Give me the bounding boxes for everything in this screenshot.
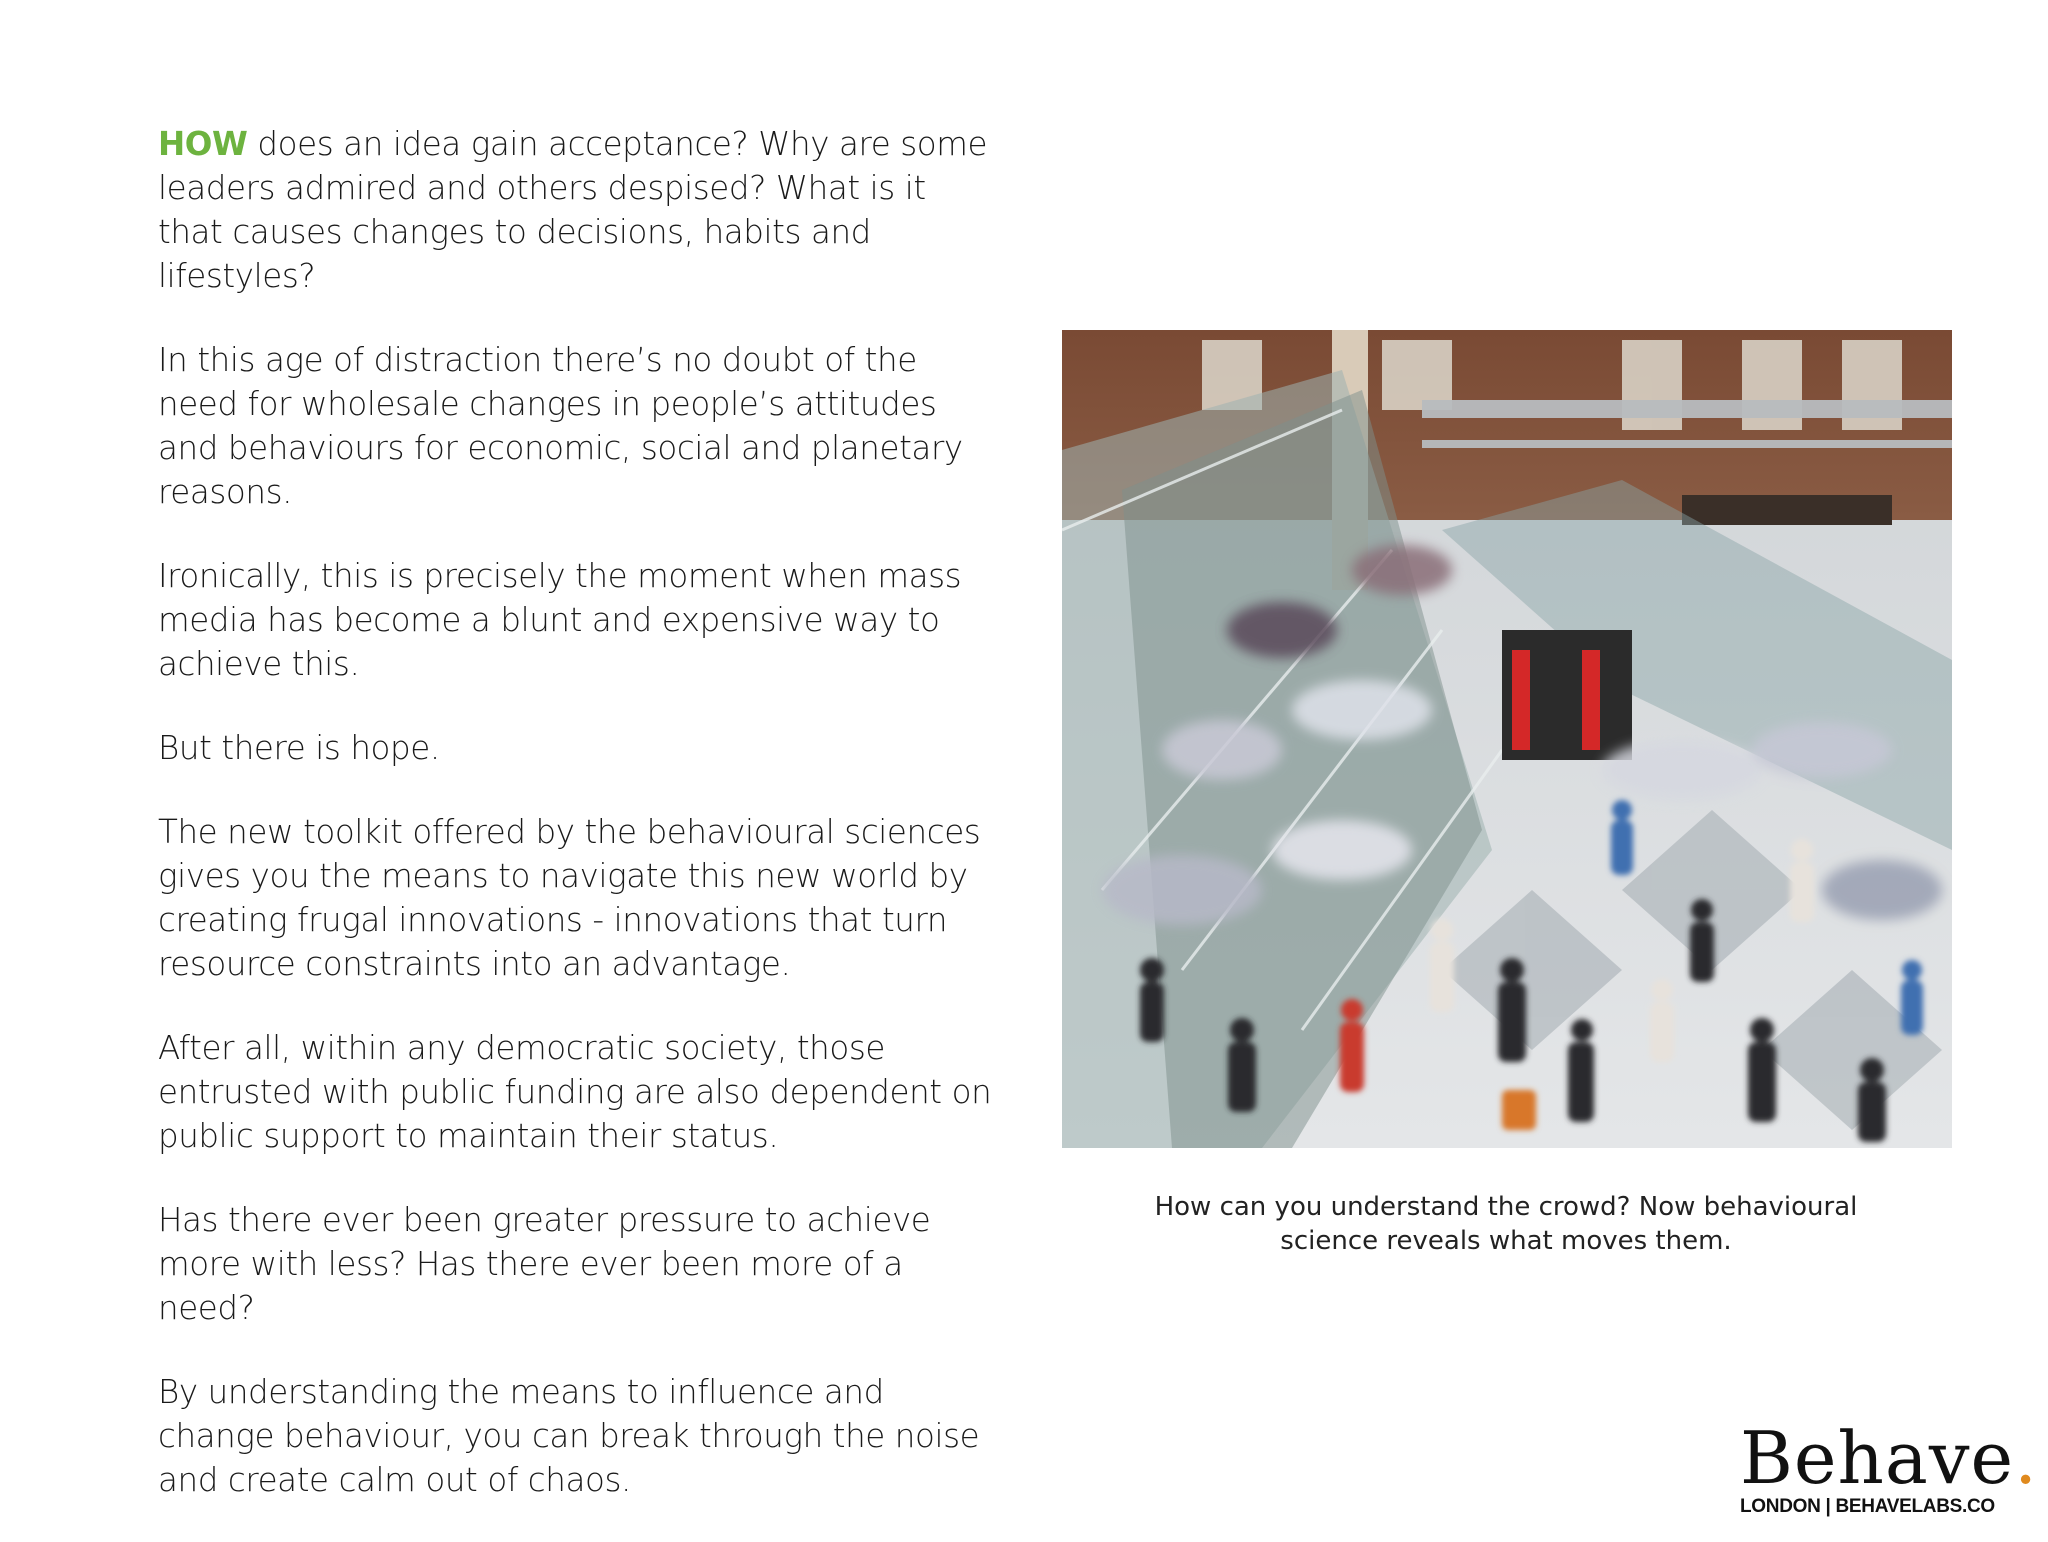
paragraph-mass-media: Ironically, this is precisely the moment when mass media has become a blunt and expensive way to achieve this. [158,557,962,683]
paragraph-distraction: In this age of distraction there’s no doubt of the need for wholesale changes in people’s attitudes and behaviours for economic, social and planetary reasons. [158,341,963,511]
photo-caption-line-1: How can you understand the crowd? Now behavioural [1154,1192,1858,1222]
lead-highlight: HOW [158,125,248,163]
brand-wordmark [1740,1416,2038,1500]
paragraph-hope: But there is hope. [158,729,440,767]
paragraph-toolkit: The new toolkit offered by the behavioural sciences gives you the means to navigate this new world by creating frugal innovations - innovations that turn resource constraints into an advantage. [158,813,981,983]
crowd-photo [1062,330,1952,1148]
brand-tagline: LONDON | BEHAVELABS.CO [1740,1496,1995,1517]
photo-caption [1100,1190,1912,1258]
lead-text: does an idea gain acceptance? Why are some leaders admired and others despised? What is it that causes changes to decisions, habits and lifestyles? [158,125,988,295]
paragraph-pressure: Has there ever been greater pressure to achieve more with less? Has there ever been more of a need? [158,1201,931,1327]
paragraph-conclusion: By understanding the means to influence and change behaviour, you can break through the noise and create calm out of chaos. [158,1373,980,1499]
brand-logo [1740,1416,2038,1518]
paragraph-public-funding: After all, within any democratic society, those entrusted with public funding are also dependent on public support to maintain their status. [158,1029,992,1155]
lead-paragraph [158,122,998,298]
photo-caption-line-2: science reveals what moves them. [1280,1226,1732,1256]
article-body [158,122,998,1542]
brand-dot: . [2014,1416,2038,1500]
brand-name: Behave [1740,1416,2015,1500]
